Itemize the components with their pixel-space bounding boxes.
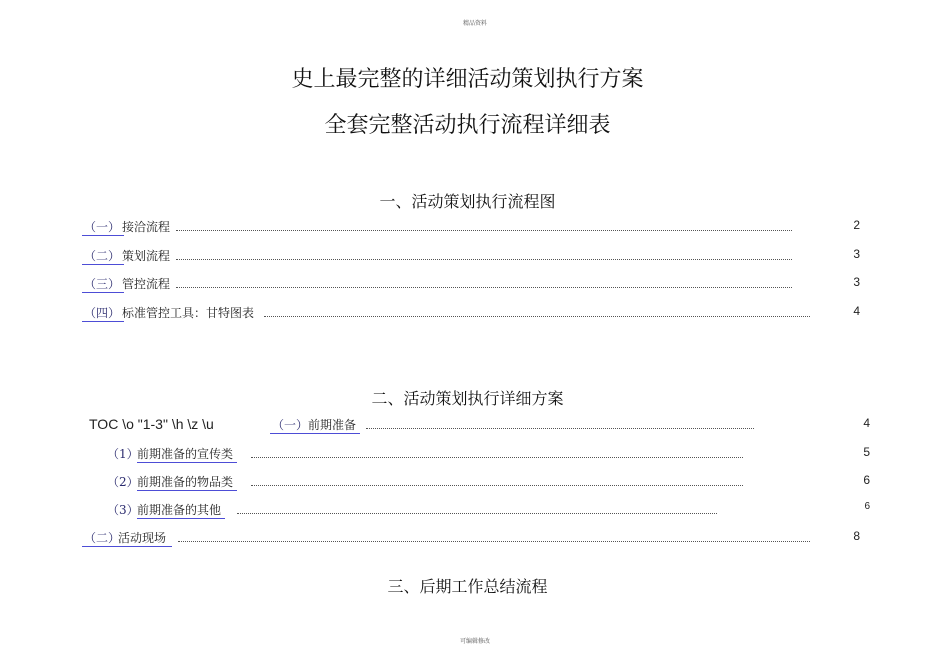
toc-dot-leader (176, 259, 792, 260)
toc-entry[interactable] (82, 275, 882, 293)
toc-dot-leader (251, 485, 743, 486)
toc-entry-number: （一） (270, 416, 312, 434)
toc-entry[interactable] (82, 218, 882, 236)
toc-entry-page: 4 (863, 416, 870, 430)
toc-entry-number: （1） (107, 447, 139, 461)
toc-entry-page: 3 (853, 247, 860, 261)
toc-field-code: TOC \o "1-3" \h \z \u (89, 416, 214, 432)
page-footer-note: 可编辑修改 (459, 638, 490, 645)
toc-entry[interactable] (105, 501, 882, 519)
section-heading-summary: 三、后期工作总结流程 (387, 577, 548, 596)
toc-entry-page: 8 (853, 529, 860, 543)
toc-entry-number: （一） (82, 218, 124, 236)
toc-entry[interactable] (82, 304, 882, 322)
toc-entry[interactable] (270, 416, 882, 434)
section-heading-detailed-plan: 二、活动策划执行详细方案 (371, 389, 564, 408)
toc-entry-page: 5 (863, 445, 870, 459)
toc-entry-number: （2） (107, 475, 139, 489)
toc-entry-number: （二） (82, 247, 124, 265)
document-subtitle: 全套完整活动执行流程详细表 (324, 113, 611, 138)
toc-entry-label: 活动现场 (118, 529, 172, 547)
toc-entry-label: 前期准备 (308, 416, 360, 434)
toc-entry-number: （二） (82, 529, 130, 547)
toc-entry-page: 2 (853, 218, 860, 232)
toc-entry-page: 6 (863, 473, 870, 487)
page-header-note: 精品资料 (462, 20, 487, 27)
toc-dot-leader (264, 316, 810, 317)
toc-entry-label: 策划流程 (122, 249, 171, 263)
toc-entry-page: 4 (853, 304, 860, 318)
toc-entry-label: 前期准备的宣传类 (137, 445, 237, 463)
toc-dot-leader (176, 287, 792, 288)
toc-dot-leader (366, 428, 754, 429)
toc-dot-leader (251, 457, 743, 458)
toc-entry[interactable] (82, 529, 882, 547)
toc-entry-label: 标准管控工具：甘特图表 (122, 306, 255, 320)
toc-dot-leader (176, 230, 792, 231)
toc-dot-leader (237, 513, 717, 514)
toc-entry[interactable] (82, 247, 882, 265)
toc-entry-number: （3） (107, 503, 139, 517)
toc-entry-label: 前期准备的物品类 (137, 473, 237, 491)
toc-entry[interactable] (105, 445, 882, 463)
toc-entry-page: 6 (864, 501, 870, 512)
toc-entry-label: 接洽流程 (122, 220, 171, 234)
toc-entry-label: 管控流程 (122, 277, 171, 291)
section-heading-flowcharts: 一、活动策划执行流程图 (379, 192, 556, 211)
toc-entry-number: （四） (82, 304, 124, 322)
toc-dot-leader (178, 541, 810, 542)
toc-entry-label: 前期准备的其他 (137, 501, 225, 519)
toc-entry-number: （三） (82, 275, 124, 293)
toc-entry[interactable] (105, 473, 882, 491)
toc-entry-page: 3 (853, 275, 860, 289)
document-title: 史上最完整的详细活动策划执行方案 (291, 67, 644, 92)
